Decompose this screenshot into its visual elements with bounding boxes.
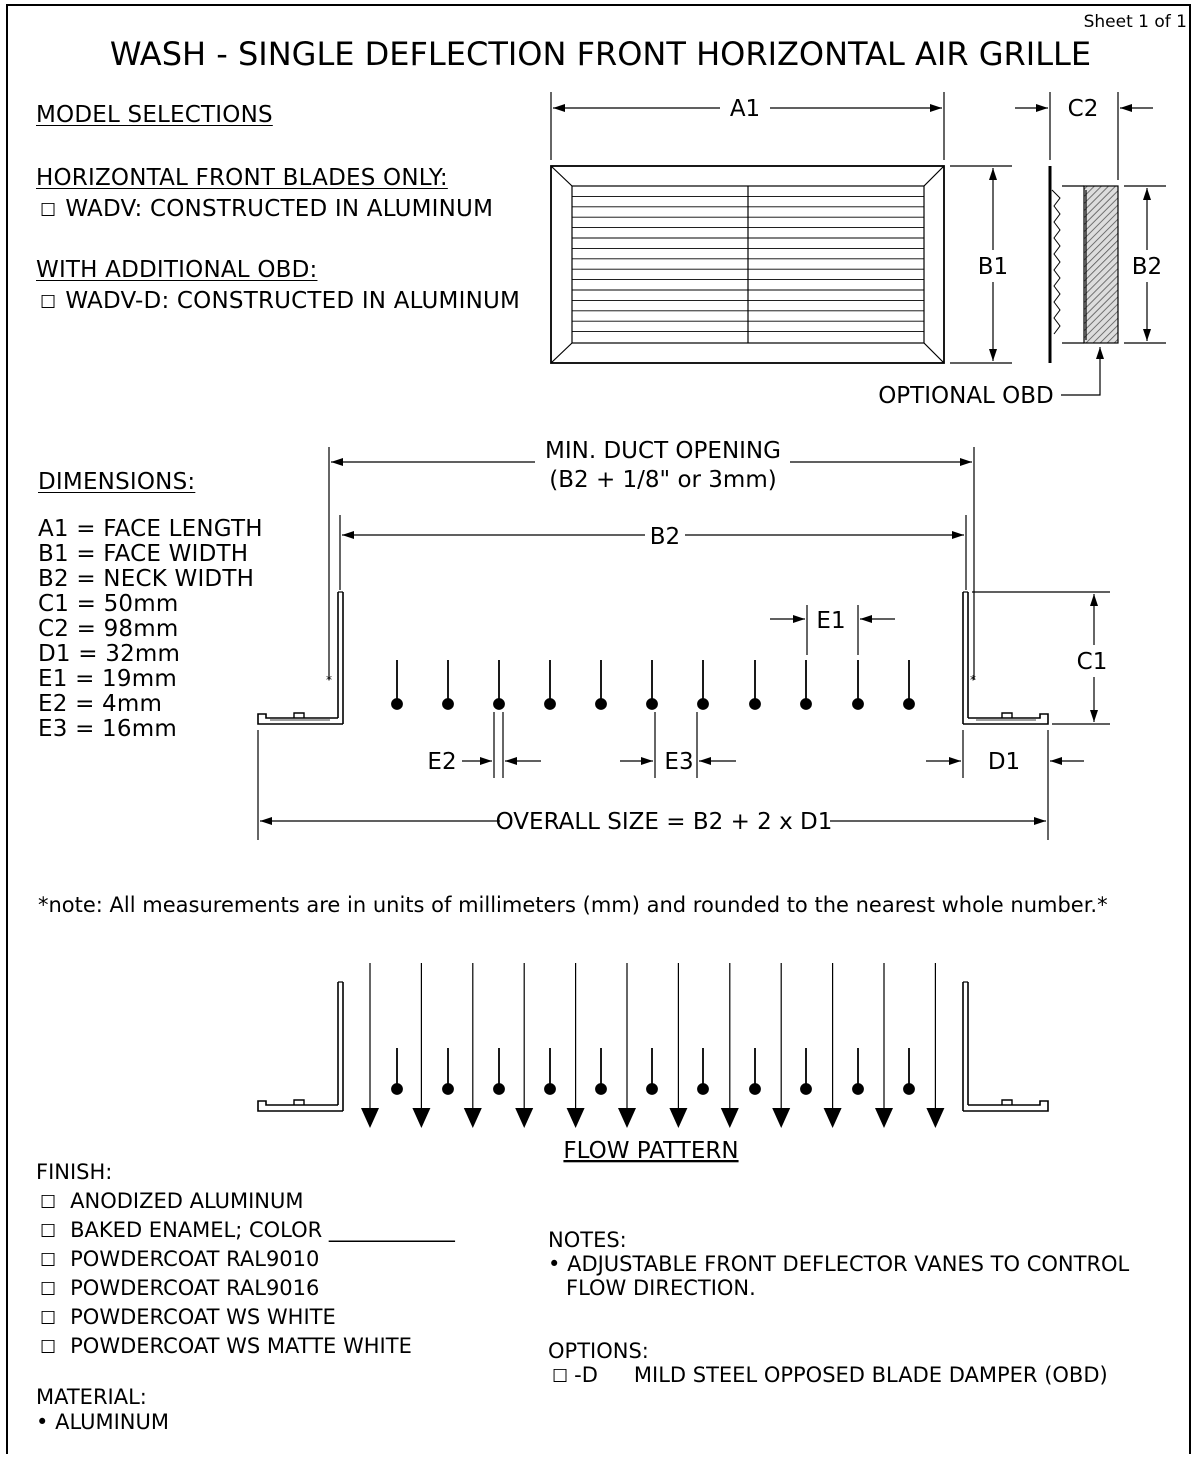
checkbox-icon[interactable]: ☐ xyxy=(552,1366,569,1387)
finish-heading: FINISH: xyxy=(36,1160,113,1184)
duct-marker-right: * xyxy=(970,673,976,687)
checkbox-icon[interactable]: ☐ xyxy=(40,1192,57,1213)
b1-label: B1 xyxy=(977,254,1009,280)
units-note: *note: All measurements are in units of millimeters (mm) and rounded to the nearest whole number.* xyxy=(38,893,1108,917)
c1-label: C1 xyxy=(1076,649,1108,675)
flow-pattern-label: FLOW PATTERN xyxy=(563,1138,739,1164)
blade-pivot xyxy=(443,1084,453,1094)
flow-arrow-head xyxy=(772,1108,790,1128)
flow-arrow-head xyxy=(618,1108,636,1128)
blade-pivot xyxy=(853,1084,863,1094)
finish-option: ☐ ANODIZED ALUMINUM xyxy=(40,1189,304,1213)
b2-side-label: B2 xyxy=(1131,254,1163,280)
notes-heading: NOTES: xyxy=(548,1228,627,1252)
blade-pivot xyxy=(647,699,657,709)
blade-pivot xyxy=(698,1084,708,1094)
blade-pivot xyxy=(545,699,555,709)
blade-pivot xyxy=(596,1084,606,1094)
dimension-item: B2 = NECK WIDTH xyxy=(38,566,255,592)
blade-pivot xyxy=(853,699,863,709)
bullet-icon: • xyxy=(36,1410,49,1434)
blade-pivot xyxy=(698,699,708,709)
flow-arrow-head xyxy=(824,1108,842,1128)
optional-obd-label: OPTIONAL OBD xyxy=(878,383,1054,409)
notes-item-continued: FLOW DIRECTION. xyxy=(566,1276,756,1300)
flow-arrow-head xyxy=(412,1108,430,1128)
flow-arrow-head xyxy=(926,1108,944,1128)
section-view xyxy=(258,592,1048,724)
blade-pivot xyxy=(904,699,914,709)
blade-pivot xyxy=(904,1084,914,1094)
additional-obd-heading: WITH ADDITIONAL OBD: xyxy=(36,257,318,283)
blade-pivot xyxy=(392,699,402,709)
dimension-item: A1 = FACE LENGTH xyxy=(38,516,263,542)
notes-item: • ADJUSTABLE FRONT DEFLECTOR VANES TO CONTROL xyxy=(548,1252,1130,1276)
blade-pivot xyxy=(494,1084,504,1094)
dimension-item: C1 = 50mm xyxy=(38,591,179,617)
options-heading: OPTIONS: xyxy=(548,1339,649,1363)
dimension-item: E1 = 19mm xyxy=(38,666,177,692)
option-d: ☐ -D MILD STEEL OPPOSED BLADE DAMPER (OBD) xyxy=(552,1363,1108,1387)
blade-pivot xyxy=(494,699,504,709)
dimension-item: E2 = 4mm xyxy=(38,691,163,717)
checkbox-icon[interactable]: ☐ xyxy=(40,1279,57,1300)
min-duct-opening-label: MIN. DUCT OPENING xyxy=(545,438,781,464)
blade-pivot xyxy=(545,1084,555,1094)
blade-pivot xyxy=(801,1084,811,1094)
material-item: • ALUMINUM xyxy=(36,1410,169,1434)
d1-label: D1 xyxy=(987,749,1021,775)
blade-pivot xyxy=(647,1084,657,1094)
dimension-item: C2 = 98mm xyxy=(38,616,179,642)
front-view xyxy=(551,166,944,363)
blade-pivot xyxy=(596,699,606,709)
checkbox-icon[interactable]: ☐ xyxy=(40,200,57,221)
dimension-item: E3 = 16mm xyxy=(38,716,177,742)
horizontal-blades-heading: HORIZONTAL FRONT BLADES ONLY: xyxy=(36,165,448,191)
sheet-number: Sheet 1 of 1 xyxy=(1083,12,1187,32)
finish-option: ☐ POWDERCOAT WS MATTE WHITE xyxy=(40,1334,412,1358)
flow-arrow-head xyxy=(669,1108,687,1128)
material-heading: MATERIAL: xyxy=(36,1385,147,1409)
blade-pivot xyxy=(750,1084,760,1094)
e1-label: E1 xyxy=(816,608,846,634)
checkbox-icon[interactable]: ☐ xyxy=(40,1308,57,1329)
bullet-icon: • xyxy=(548,1252,561,1276)
dimension-item: D1 = 32mm xyxy=(38,641,181,667)
overall-size-label: OVERALL SIZE = B2 + 2 x D1 xyxy=(495,809,833,835)
blade-pivot xyxy=(801,699,811,709)
blade-pivot xyxy=(392,1084,402,1094)
e2-label: E2 xyxy=(427,749,457,775)
checkbox-icon[interactable]: ☐ xyxy=(40,1250,57,1271)
a1-label: A1 xyxy=(729,96,761,122)
b2-section-label: B2 xyxy=(649,524,681,550)
dimensions-heading: DIMENSIONS: xyxy=(38,469,196,495)
side-view xyxy=(1050,166,1118,363)
flow-arrow-head xyxy=(875,1108,893,1128)
drawing-title: WASH - SINGLE DEFLECTION FRONT HORIZONTAL AIR GRILLE xyxy=(109,35,1092,73)
flow-arrow-head xyxy=(515,1108,533,1128)
checkbox-icon[interactable]: ☐ xyxy=(40,292,57,313)
wadv-option: ☐ WADV: CONSTRUCTED IN ALUMINUM xyxy=(40,196,494,222)
dimension-item: B1 = FACE WIDTH xyxy=(38,541,249,567)
blade-pivot xyxy=(443,699,453,709)
flow-arrow-head xyxy=(361,1108,379,1128)
min-duct-formula-label: (B2 + 1/8" or 3mm) xyxy=(549,467,777,493)
checkbox-icon[interactable]: ☐ xyxy=(40,1337,57,1358)
flow-arrow-head xyxy=(567,1108,585,1128)
finish-option: ☐ BAKED ENAMEL; COLOR ____________ xyxy=(40,1218,455,1242)
checkbox-icon[interactable]: ☐ xyxy=(40,1221,57,1242)
flow-pattern-diagram xyxy=(258,963,1048,1128)
flow-arrow-head xyxy=(721,1108,739,1128)
c2-label: C2 xyxy=(1067,96,1099,122)
finish-option: ☐ POWDERCOAT RAL9016 xyxy=(40,1276,320,1300)
finish-option: ☐ POWDERCOAT WS WHITE xyxy=(40,1305,336,1329)
duct-marker-left: * xyxy=(326,673,332,687)
wadv-d-option: ☐ WADV-D: CONSTRUCTED IN ALUMINUM xyxy=(40,288,521,314)
e3-label: E3 xyxy=(664,749,694,775)
flow-arrow-head xyxy=(464,1108,482,1128)
model-selections-heading: MODEL SELECTIONS xyxy=(36,102,273,128)
finish-option: ☐ POWDERCOAT RAL9010 xyxy=(40,1247,320,1271)
blade-pivot xyxy=(750,699,760,709)
